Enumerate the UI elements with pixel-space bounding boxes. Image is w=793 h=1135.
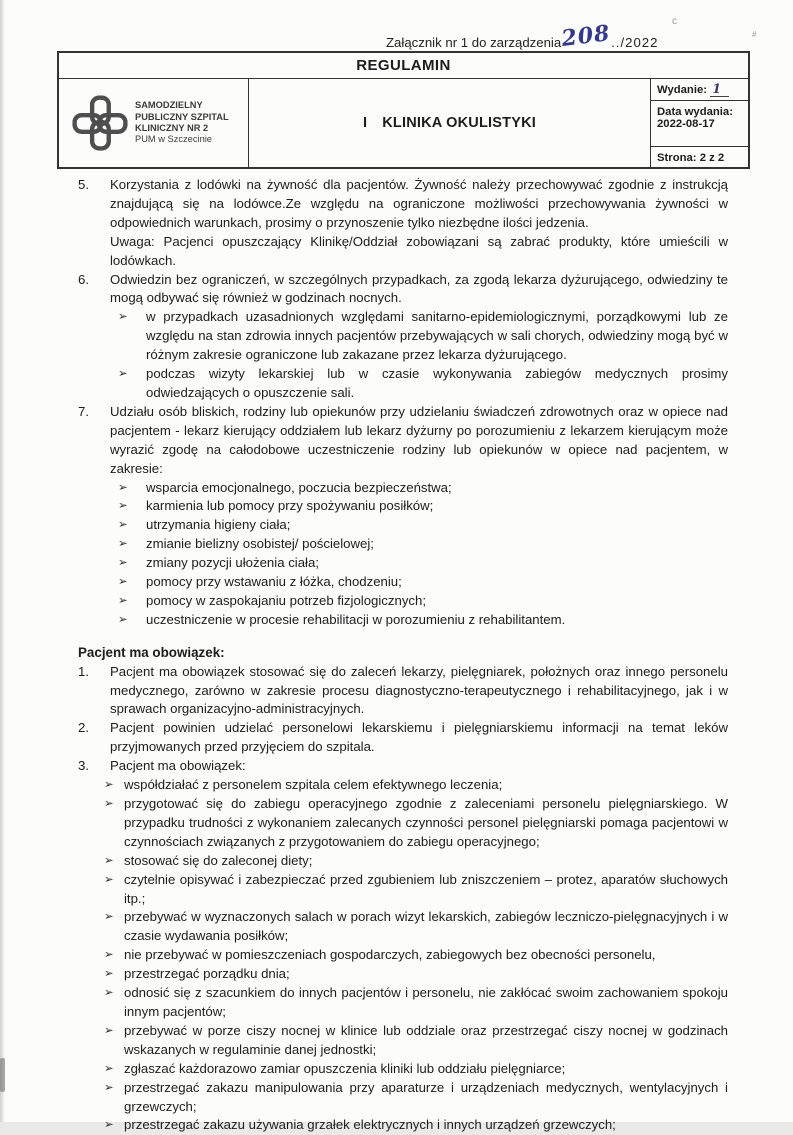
item-body (104, 757, 728, 1135)
clinic-title: KLINIKA OKULISTYKI (382, 115, 536, 131)
item-number: 7. (78, 403, 89, 419)
scan-artifact (0, 1058, 5, 1092)
list-item (78, 757, 728, 1135)
bullet-text: pomocy przy wstawaniu z łóżka, chodzeniu; (146, 574, 402, 590)
numbered-list-patient-obligations (78, 663, 728, 1135)
arrow-bullet-icon: ➢ (104, 1024, 114, 1037)
arrow-bullet-icon: ➢ (118, 500, 128, 513)
issue-date-label: Data wydania: (657, 106, 733, 118)
list-item (78, 403, 728, 630)
bullet-text: przestrzegać zakazu używania grzałek elektrycznych i innych urządzeń grzewczych; (124, 1117, 616, 1133)
arrow-bullet-icon: ➢ (118, 557, 128, 570)
bullet-text: karmienia lub pomocy przy spożywaniu posiłków; (146, 498, 434, 514)
hospital-name-line: PUBLICZNY SZPITAL (135, 111, 229, 122)
issue-date-value: 2022-08-17 (657, 118, 715, 130)
bullet-item (104, 1116, 728, 1135)
scan-artifact: c (672, 16, 677, 27)
bullet-item (110, 611, 728, 630)
scan-artifact (0, 0, 5, 1122)
bullet-item (110, 479, 728, 498)
bullet-item (104, 1022, 728, 1060)
bullet-item (110, 365, 728, 403)
item-paragraph: Udziału osób bliskich, rodziny lub opiekunów przy udzielaniu świadczeń zdrowotnych oraz w opiece nad pacjentem - lekarz kierujący oddziałem lub lekarz dyżurny po porozumieniu z lekarzem kierującym może wyrazić zgodę na całodobowe uczestniczenie rodziny lub opiekunów w opiece nad pacjentem, w zakresie: (110, 403, 728, 476)
bullet-text: nie przebywać w pomieszczeniach gospodarczych, zabiegowych bez obecności personelu, (124, 947, 656, 963)
handwritten-edition-number: 1 (710, 84, 729, 97)
hospital-name-line: SAMODZIELNY (135, 100, 203, 111)
clinic-title-numeral: I (363, 115, 368, 131)
attachment-annotation (386, 20, 659, 53)
bullet-text: stosować się do zaleconej diety; (124, 852, 313, 868)
bullet-item (110, 497, 728, 516)
bullet-text: zgłaszać każdorazowo zamiar opuszczenia kliniki lub oddziału pielęgniarce; (124, 1060, 566, 1076)
bullet-item (104, 795, 728, 852)
list-item (78, 663, 728, 720)
bullet-item (104, 908, 728, 946)
bullet-item (104, 871, 728, 909)
list-item (78, 271, 728, 403)
bullet-item (104, 965, 728, 984)
item-paragraph: Odwiedzin bez ograniczeń, w szczególnych przypadkach, za zgodą lekarza dyżurującego, odwiedziny te mogą odbywać się również w godzinach nocnych. (110, 271, 728, 306)
item-paragraph: Uwaga: Pacjenci opuszczający Klinikę/Oddział zobowiązani są zabrać produkty, które umieścili w lodówkach. (110, 233, 728, 268)
bullet-item (110, 308, 728, 365)
item-body (110, 663, 728, 720)
arrow-bullet-icon: ➢ (104, 873, 114, 886)
page-number-label: Strona: (657, 152, 697, 164)
bullet-text: wsparcia emocjonalnego, poczucia bezpieczeństwa; (146, 479, 452, 495)
edition-row (651, 79, 748, 101)
bullet-text: podczas wizyty lekarskiej lub w czasie wykonywania zabiegów medycznych prosimy odwiedzających o opuszczenie sali. (146, 366, 728, 400)
bullet-text: pomocy w zaspokajaniu potrzeb fizjologicznych; (146, 592, 427, 608)
arrow-bullet-icon: ➢ (118, 538, 128, 551)
arrow-bullet-icon: ➢ (104, 798, 114, 810)
issue-date-row (651, 101, 748, 147)
bullet-item (104, 1060, 728, 1079)
item-body (110, 176, 728, 271)
bullet-item (104, 1079, 728, 1117)
list-item (78, 176, 728, 271)
bullet-item (110, 554, 728, 573)
section-heading-obligations: Pacjent ma obowiązek: (78, 644, 225, 660)
item-number: 3. (78, 758, 89, 774)
document-header-table (57, 51, 750, 169)
bullet-text: przestrzegać porządku dnia; (124, 966, 290, 982)
bullet-text: przebywać w porze ciszy nocnej w klinice lub oddziale oraz przestrzegać ciszy nocnej w godzinach wskazanych w regulaminie danej jednostki; (124, 1022, 728, 1057)
arrow-bullet-icon: ➢ (118, 594, 128, 607)
bullet-text: przestrzegać zakazu manipulowania przy aparaturze i urządzeniach medycznych, wentylacyjnych i grzewczych; (124, 1079, 728, 1114)
bullet-text: współdziałać z personelem szpitala celem efektywnego leczenia; (124, 777, 503, 793)
bullet-text: utrzymania higieny ciała; (146, 517, 291, 533)
arrow-bullet-icon: ➢ (104, 949, 114, 962)
document-body (78, 176, 728, 1135)
item-paragraph: Pacjent powinien udzielać personelowi lekarskiemu i pielęgniarskiemu informacji na temat leków przyjmowanych przed przyjęciem do szpitala. (110, 720, 728, 755)
hospital-logo-cell (59, 79, 249, 167)
arrow-bullet-icon: ➢ (118, 311, 128, 324)
arrow-bullet-icon: ➢ (104, 779, 114, 792)
arrow-bullet-icon: ➢ (104, 1081, 114, 1094)
bullet-item (104, 776, 728, 795)
arrow-bullet-icon: ➢ (118, 519, 128, 532)
hospital-name-line: KLINICZNY NR 2 (135, 123, 209, 133)
item-paragraph: Korzystania z lodówki na żywność dla pacjentów. Żywność należy przechowywać zgodnie z instrukcją znajdującą się na lodówce.Ze względu na ograniczone możliwości przechowywania żywności w odpowiednich warunkach, prosimy o przynoszenie tylko niezbędne ilości jedzenia. (110, 177, 728, 230)
bullet-item (104, 852, 728, 871)
arrow-bullet-icon: ➢ (104, 911, 114, 924)
bullet-item (110, 516, 728, 535)
arrow-bullet-icon: ➢ (104, 854, 114, 867)
document-title: REGULAMIN (59, 53, 748, 79)
document-meta-cell (651, 79, 748, 167)
item-body (110, 271, 728, 403)
item-paragraph: Pacjent ma obowiązek: (110, 758, 246, 774)
attachment-suffix: ../2022 (611, 35, 659, 50)
bullet-item (110, 592, 728, 611)
numbered-list-patient-rules (78, 176, 728, 630)
list-item (78, 719, 728, 757)
arrow-bullet-icon: ➢ (118, 613, 128, 626)
page-number-value: 2 z 2 (699, 152, 725, 164)
arrow-bullet-icon: ➢ (118, 576, 128, 589)
arrow-bullet-icon: ➢ (118, 368, 128, 381)
bullet-item (104, 984, 728, 1022)
page-number-row (651, 147, 748, 167)
attachment-prefix: Załącznik nr 1 do zarządzenia (386, 35, 562, 50)
bullet-text: w przypadkach uzasadnionych względami sanitarno-epidemiologicznymi, porządkowymi lub ze względu na stan zdrowia innych pacjentów przebywających w sali chorych, odwiedziny mogą być w różnym zakresie ograniczone lub zakazane przez lekarza dyżurującego. (146, 309, 728, 363)
item-number: 5. (78, 177, 89, 192)
clinic-title-cell (249, 79, 651, 167)
item-body (110, 403, 728, 630)
item-body (110, 719, 728, 757)
hospital-cross-logo-icon (72, 95, 128, 151)
item-number: 6. (78, 271, 89, 287)
bullet-text: zmianie bielizny osobistej/ pościelowej; (146, 536, 374, 552)
arrow-bullet-icon: ➢ (104, 1062, 114, 1075)
bullet-text: czytelnie opisywać i zabezpieczać przed zgubieniem lub zniszczeniem – protez, aparatów słuchowych itp.; (124, 871, 728, 906)
hospital-name-line: PUM w Szczecinie (135, 134, 212, 145)
item-number: 1. (78, 663, 89, 679)
arrow-bullet-icon: ➢ (118, 481, 128, 494)
item-number: 2. (78, 720, 89, 736)
bullet-text: uczestniczenie w procesie rehabilitacji w porozumieniu z rehabilitantem. (146, 611, 566, 627)
bullet-item (110, 535, 728, 554)
bullet-text: przygotować się do zabiegu operacyjnego zgodnie z zaleceniami personelu pielęgniarskiego. W przypadku trudności z wykonaniem zalecanych czynności personel pielęgniarski pomaga pacjentowi w czynnościach związanych z przygotowaniem do zabiegu operacyjnego; (124, 796, 728, 849)
bullet-text: zmiany pozycji ułożenia ciała; (146, 555, 319, 571)
item-paragraph: Pacjent ma obowiązek stosować się do zaleceń lekarzy, pielęgniarek, położnych oraz innego personelu medycznego, zarówno w zakresie procesu diagnostyczno-terapeutycznego i rehabilitacyjnego, jak i w sprawach organizacyjno-administracyjnych. (110, 663, 728, 717)
arrow-bullet-icon: ➢ (104, 968, 114, 981)
arrow-bullet-icon: ➢ (104, 987, 114, 1000)
edition-label: Wydanie: (657, 84, 708, 96)
bullet-item (110, 573, 728, 592)
scan-artifact: # (752, 30, 757, 39)
handwritten-order-number: 208 (560, 20, 613, 52)
arrow-bullet-icon: ➢ (104, 1119, 114, 1132)
bullet-text: odnosić się z szacunkiem do innych pacjentów i personelu, nie zakłócać swoim zachowaniem spokoju innym pacjentów; (124, 985, 728, 1019)
hospital-name (135, 100, 229, 145)
bullet-item (104, 946, 728, 965)
bullet-text: przebywać w wyznaczonych salach w porach wizyt lekarskich, zabiegów leczniczo-pielęgnacyjnych i w czasie wydawania posiłków; (124, 909, 728, 944)
